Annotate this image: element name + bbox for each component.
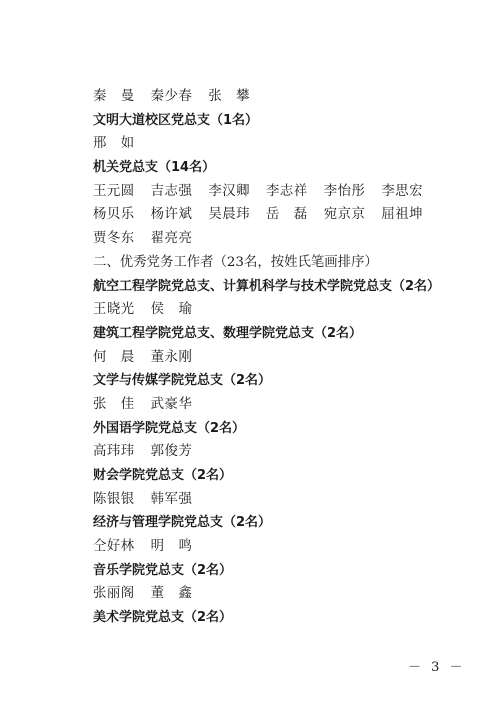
branch-heading: 经济与管理学院党总支（2名）	[93, 515, 272, 531]
person-name: 董永刚	[150, 349, 193, 365]
person-name: 李怡彤	[323, 183, 366, 199]
name-row	[93, 85, 473, 109]
branch-heading: 外国语学院党总支（2名）	[93, 420, 246, 436]
person-name: 屈祖坤	[381, 207, 424, 223]
name-row	[93, 203, 473, 227]
person-name: 岳 磊	[266, 207, 308, 223]
name-row	[93, 393, 473, 417]
branch-heading: 文明大道校区党总支（1名）	[93, 112, 259, 128]
name-row	[93, 180, 473, 204]
person-name: 董 鑫	[150, 586, 193, 602]
person-name: 贾冬东	[93, 231, 135, 247]
person-name: 杨贝乐	[93, 207, 135, 223]
name-row	[93, 346, 473, 370]
branch-heading: 机关党总支（14名）	[93, 160, 216, 176]
person-name: 翟亮亮	[150, 231, 193, 247]
branch-heading: 文学与传媒学院党总支（2名）	[93, 373, 272, 389]
person-name: 吉志强	[150, 183, 193, 199]
person-name: 明 鸣	[150, 539, 193, 555]
person-name: 王元圆	[93, 183, 135, 199]
person-name: 李志祥	[266, 183, 308, 199]
person-name: 秦 曼	[93, 89, 135, 104]
person-name: 李汉卿	[208, 183, 251, 199]
person-name: 邢 如	[93, 136, 135, 152]
name-row	[93, 535, 473, 559]
person-name: 武豪华	[150, 396, 193, 412]
person-name: 杨许斌	[150, 207, 193, 223]
person-name: 张丽阁	[93, 586, 135, 602]
person-name: 张 攀	[208, 89, 251, 104]
person-name: 仝好林	[93, 539, 135, 555]
name-row	[93, 227, 473, 251]
person-name: 李思宏	[381, 183, 424, 199]
name-row	[93, 582, 473, 606]
person-name: 韩军强	[150, 491, 193, 507]
branch-heading: 财会学院党总支（2名）	[93, 468, 233, 483]
person-name: 吴晨玮	[208, 207, 251, 223]
branch-heading: 建筑工程学院党总支、数理学院党总支（2名）	[93, 325, 363, 341]
branch-heading: 美术学院党总支（2名）	[93, 610, 233, 626]
name-row	[93, 440, 473, 464]
branch-heading: 音乐学院党总支（2名）	[93, 562, 233, 578]
page-number: － 3 －	[408, 660, 466, 675]
person-name: 郭俊芳	[150, 444, 193, 460]
person-name: 王晓光	[93, 302, 135, 318]
name-row	[93, 298, 473, 322]
person-name: 高玮玮	[93, 444, 135, 460]
person-name: 张 佳	[93, 396, 135, 412]
person-name: 侯 瑜	[150, 302, 193, 318]
person-name: 陈银银	[93, 491, 135, 507]
person-name: 秦少春	[150, 89, 193, 104]
branch-heading: 航空工程学院党总支、计算机科学与技术学院党总支（2名）	[93, 278, 441, 294]
person-name: 宛京京	[323, 207, 366, 223]
section-title: 二、优秀党务工作者（23名，按姓氏笔画排序）	[93, 254, 378, 270]
name-row	[93, 488, 473, 512]
document-body	[93, 85, 473, 630]
name-row	[93, 132, 473, 156]
person-name: 何 晨	[93, 349, 135, 365]
